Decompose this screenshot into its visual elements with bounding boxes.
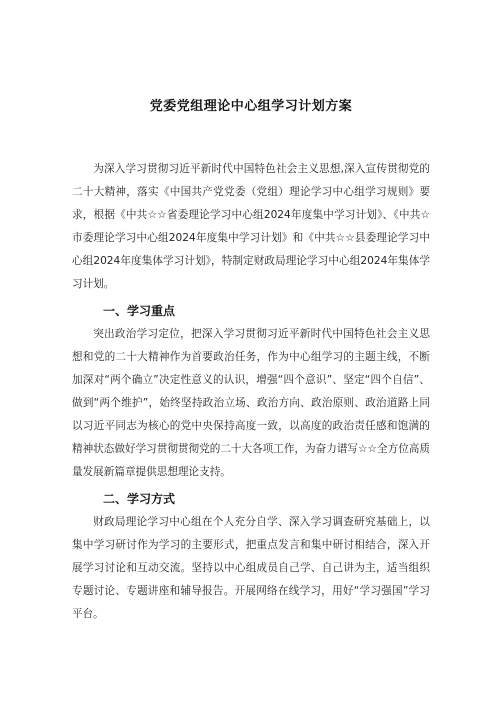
document-title: 党委党组理论中心组学习计划方案 (149, 99, 353, 114)
section-body-method: 财政局理论学习中心组在个人充分自学、深入学习调查研究基础上，以集中学习研讨作为学习的主要形式，把重点发言和集中研讨相结合，深入开展学习讨论和互动交流。坚持以中心组成员自己学、自己讲为主，适当组织专题讨论、专题讲座和辅导报告。开展网络在线学习，用好“学习强国”学习平台。 (72, 516, 430, 620)
section-body-focus: 突出政治学习定位，把深入学习贯彻习近平新时代中国特色社会主义思想和党的二十大精神作为首要政治任务，作为中心组学习的主题主线，不断加深对“两个确立”决定性意义的认识，增强“四个意识”、坚定“四个自信”、做到“两个维护”，始终坚持政治立场、政治方向、政治原则、政治道路上同以习近平同志为核心的党中央保持高度一致，以高度的政治责任感和饱满的精神状态做好学习贯彻贯彻党的二十大各项工作，为奋力谱写☆☆全方位高质量发展新篇章提供思想理论支持。 (72, 328, 430, 478)
intro-paragraph: 为深入学习贯彻习近平新时代中国特色社会主义思想,深入宣传贯彻党的二十大精神，落实《中国共产党党委（党组）理论学习中心组学习规则》要求，根据《中共☆☆省委理论学习中心组2024年度集中学习计划》、《中共☆市委理论学习中心组2024年度集中学习计划》和《中共☆☆县委理论学习中心组2024年度集体学习计划》，特制定财政局理论学习中心组2024年集体学习计划。 (72, 163, 430, 290)
section-heading-focus: 一、学习重点 (103, 304, 176, 318)
section-heading-method: 二、学习方式 (103, 492, 176, 506)
